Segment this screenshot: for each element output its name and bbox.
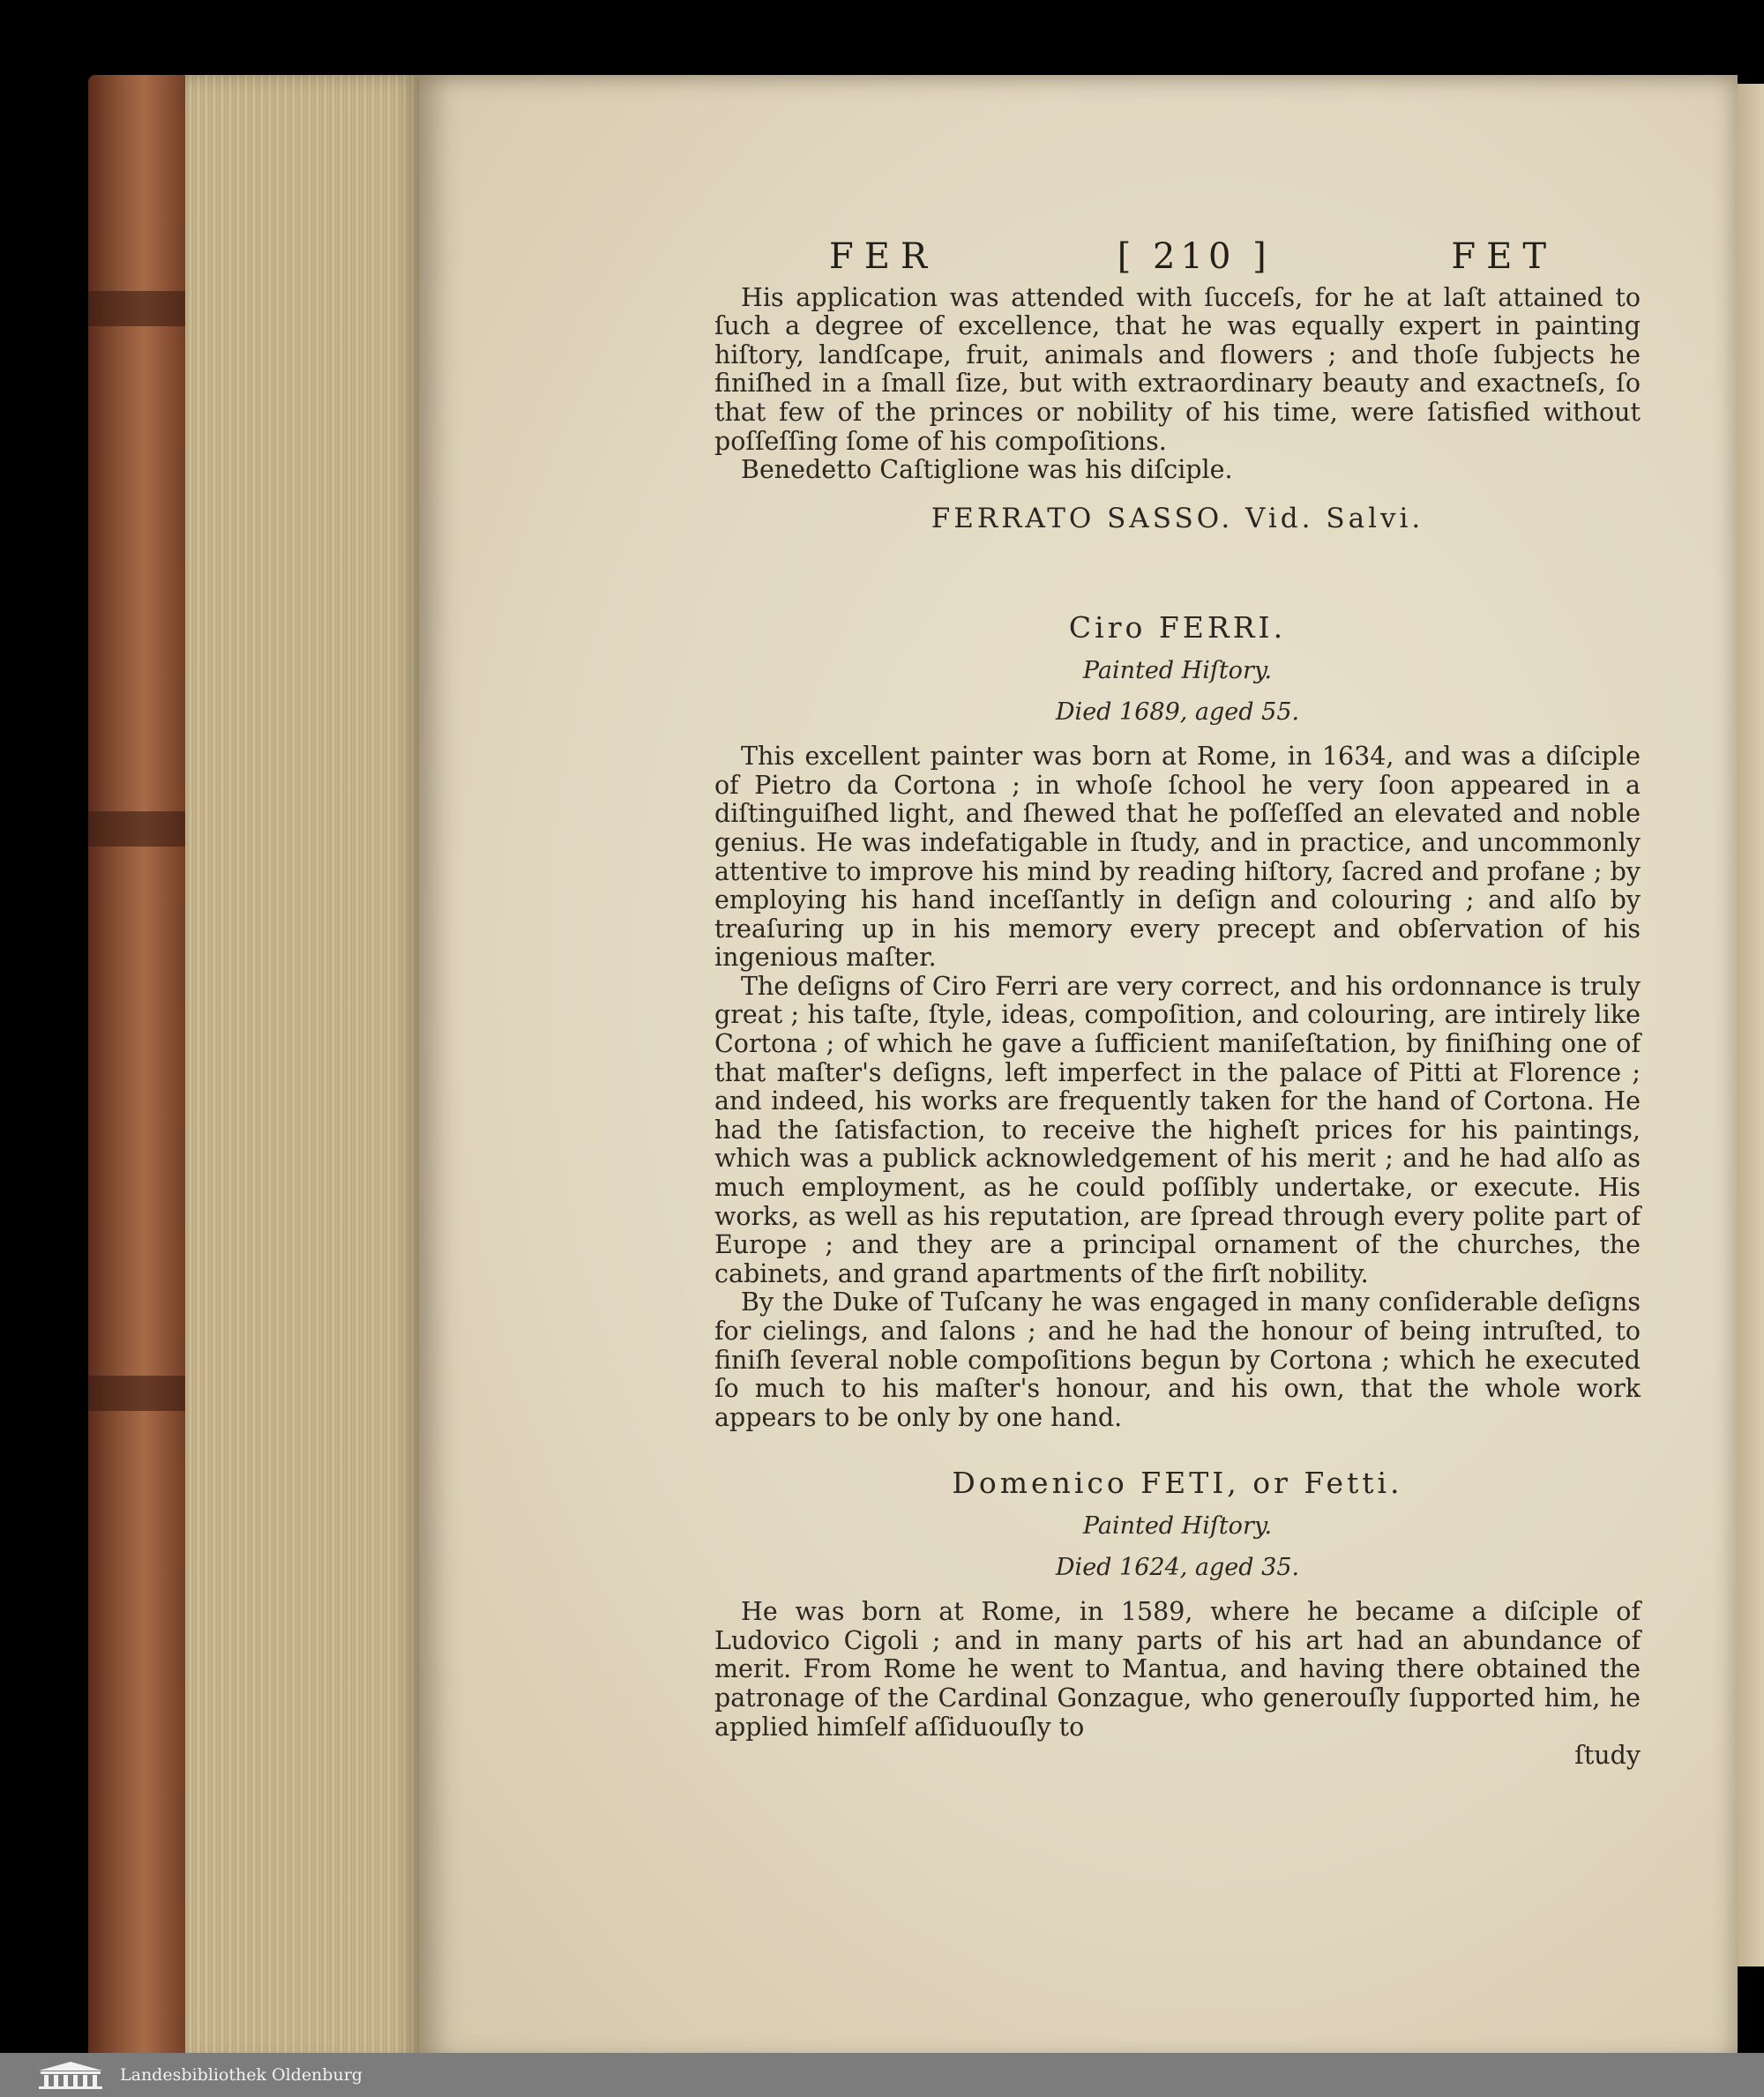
cover-band xyxy=(88,291,190,326)
cross-reference-heading: FERRATO SASSO. Vid. Salvi. xyxy=(931,502,1424,534)
entry-death-date: Died 1689, aged 55. xyxy=(1055,698,1300,726)
library-name: Landesbibliothek Oldenburg xyxy=(120,2065,363,2085)
entry-subtitle: Painted Hiſtory. xyxy=(1082,1511,1273,1540)
entry-subtitle: Painted Hiſtory. xyxy=(1082,656,1273,684)
entry-paragraph: By the Duke of Tuſcany he was engaged in many conſiderable deſigns for cielings, and ſalons ; and he had the honour of being intruſted, to finiſh ſeveral noble compoſitions begun by Cortona ; which he executed ſo much to his maſter's honour, and his own, that the whole work appears to be only by one hand. xyxy=(714,1287,1641,1432)
book-cover xyxy=(88,75,190,2063)
library-footer-bar xyxy=(0,2053,1764,2097)
entry-paragraph: He was born at Rome, in 1589, where he became a diſciple of Ludovico Cigoli ; and in many parts of his art had an abundance of merit. From Rome he went to Mantua, and having there obtained the patronage of the Cardinal Gonzague, who generouſly ſupported him, he applied himſelf aſſiduouſly to xyxy=(714,1597,1641,1742)
catchword: ſtudy xyxy=(1574,1741,1641,1771)
running-head-right: FET xyxy=(1451,236,1557,277)
continuation-paragraph: His application was attended with ſucceſs, for he at laſt attained to ſuch a degree of excellence, that he was equally expert in painting hiſtory, landſcape, fruit, animals and flowers ; and thoſe ſubjects he finiſhed in a ſmall ſize, but with extraordinary beauty and exactneſs, ſo that few of the princes or nobility of his time, were ſatisfied without poſſeſſing ſome of his compoſitions. xyxy=(714,282,1641,456)
running-head xyxy=(829,236,1557,277)
cover-band xyxy=(88,1376,190,1411)
entry-paragraph: The deſigns of Ciro Ferri are very correct, and his ordonnance is truly great ; his taſte, ſtyle, ideas, compoſition, and colouring, are intirely like Cortona ; of which he gave a ſufficient maniſeſtation, by finiſhing one of that maſter's deſigns, left imperfect in the palace of Pitti at Florence ; and indeed, his works are frequently taken for the hand of Cortona. He had the ſatisfaction, to receive the higheſt prices for his paintings, which was a publick acknowledgement of his merit ; and he had alſo as much employment, as he could poſſibly undertake, or execute. His works, as well as his reputation, are ſpread through every polite part of Europe ; and they are a principal ornament of the churches, the cabinets, and grand apartments of the firſt nobility. xyxy=(714,971,1641,1288)
page-edges xyxy=(185,75,419,2063)
continuation-paragraph: Benedetto Caſtiglione was his diſciple. xyxy=(741,455,1233,485)
cover-band xyxy=(88,811,190,847)
page-number: [ 210 ] xyxy=(1117,236,1272,277)
entry-heading: Ciro FERRI. xyxy=(1068,610,1287,646)
running-head-left: FER xyxy=(829,236,938,277)
entry-body xyxy=(714,743,1641,1432)
library-building-icon xyxy=(35,2060,106,2090)
entry-heading: Domenico FETI, or Fetti. xyxy=(952,1466,1403,1501)
entry-paragraph: This excellent painter was born at Rome, in 1634, and was a diſciple of Pietro da Cortona ; in whoſe ſchool he very ſoon appeared in a diſtinguiſhed light, and ſhewed that he poſſeſſed an elevated and noble genius. He was indefatigable in ſtudy, and in practice, and uncommonly attentive to improve his mind by reading hiſtory, ſacred and profane ; by employing his hand inceſſantly in deſign and colouring ; and alſo by treaſuring up in his memory every precept and obſervation of his ingenious maſter. xyxy=(714,742,1641,973)
entry-death-date: Died 1624, aged 35. xyxy=(1055,1553,1300,1581)
page-content xyxy=(714,236,1641,1771)
entry-body xyxy=(714,1598,1641,1742)
